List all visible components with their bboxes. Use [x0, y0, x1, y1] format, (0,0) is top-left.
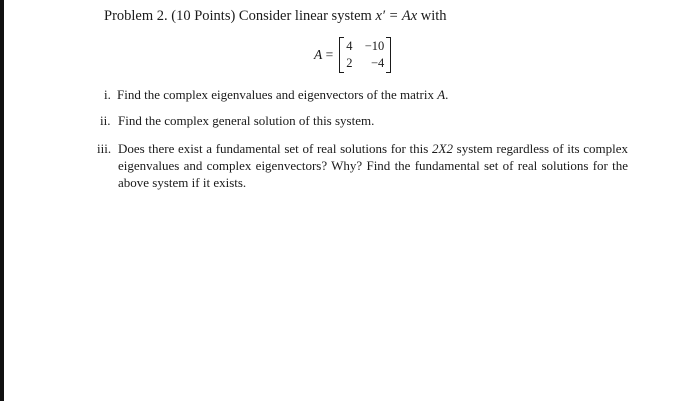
matrix-entry: 2: [346, 56, 353, 70]
matrix-entry: −4: [370, 56, 385, 70]
matrix-entry: 4: [346, 39, 353, 53]
item-text: [118, 140, 628, 191]
problem-label: Problem 2. (10 Points) Consider linear system: [104, 8, 372, 24]
item-marker: i.: [104, 87, 111, 102]
item-text-after: .: [445, 87, 449, 102]
matrix-definition: [314, 36, 391, 74]
item-text-before: Find the complex eigenvalues and eigenvectors of the matrix: [117, 87, 434, 102]
item-marker: ii.: [100, 113, 111, 128]
matrix-entry: −10: [364, 39, 385, 53]
matrix-right-bracket: [386, 37, 391, 73]
item-math: A: [437, 87, 446, 102]
item-text-after: system regardless of its complex eigenvalues and complex eigenvectors? Why? Find the fundamental set of real solutions for the above system if it exists.: [118, 141, 629, 190]
matrix-lhs: [314, 47, 333, 63]
matrix-name: A: [314, 47, 323, 62]
matrix-entries: [344, 38, 386, 72]
item-text: [117, 86, 448, 103]
item-marker: iii.: [97, 141, 112, 156]
item-text: Find the complex general solution of this system.: [118, 113, 375, 128]
system-equation: x′ = Ax: [375, 8, 418, 24]
matrix-equals: =: [325, 47, 334, 62]
problem-suffix: with: [420, 8, 447, 24]
item-math: 2X2: [432, 141, 453, 156]
item-text-before: Does there exist a fundamental set of real solutions for this: [118, 141, 429, 156]
problem-statement: [104, 8, 447, 25]
